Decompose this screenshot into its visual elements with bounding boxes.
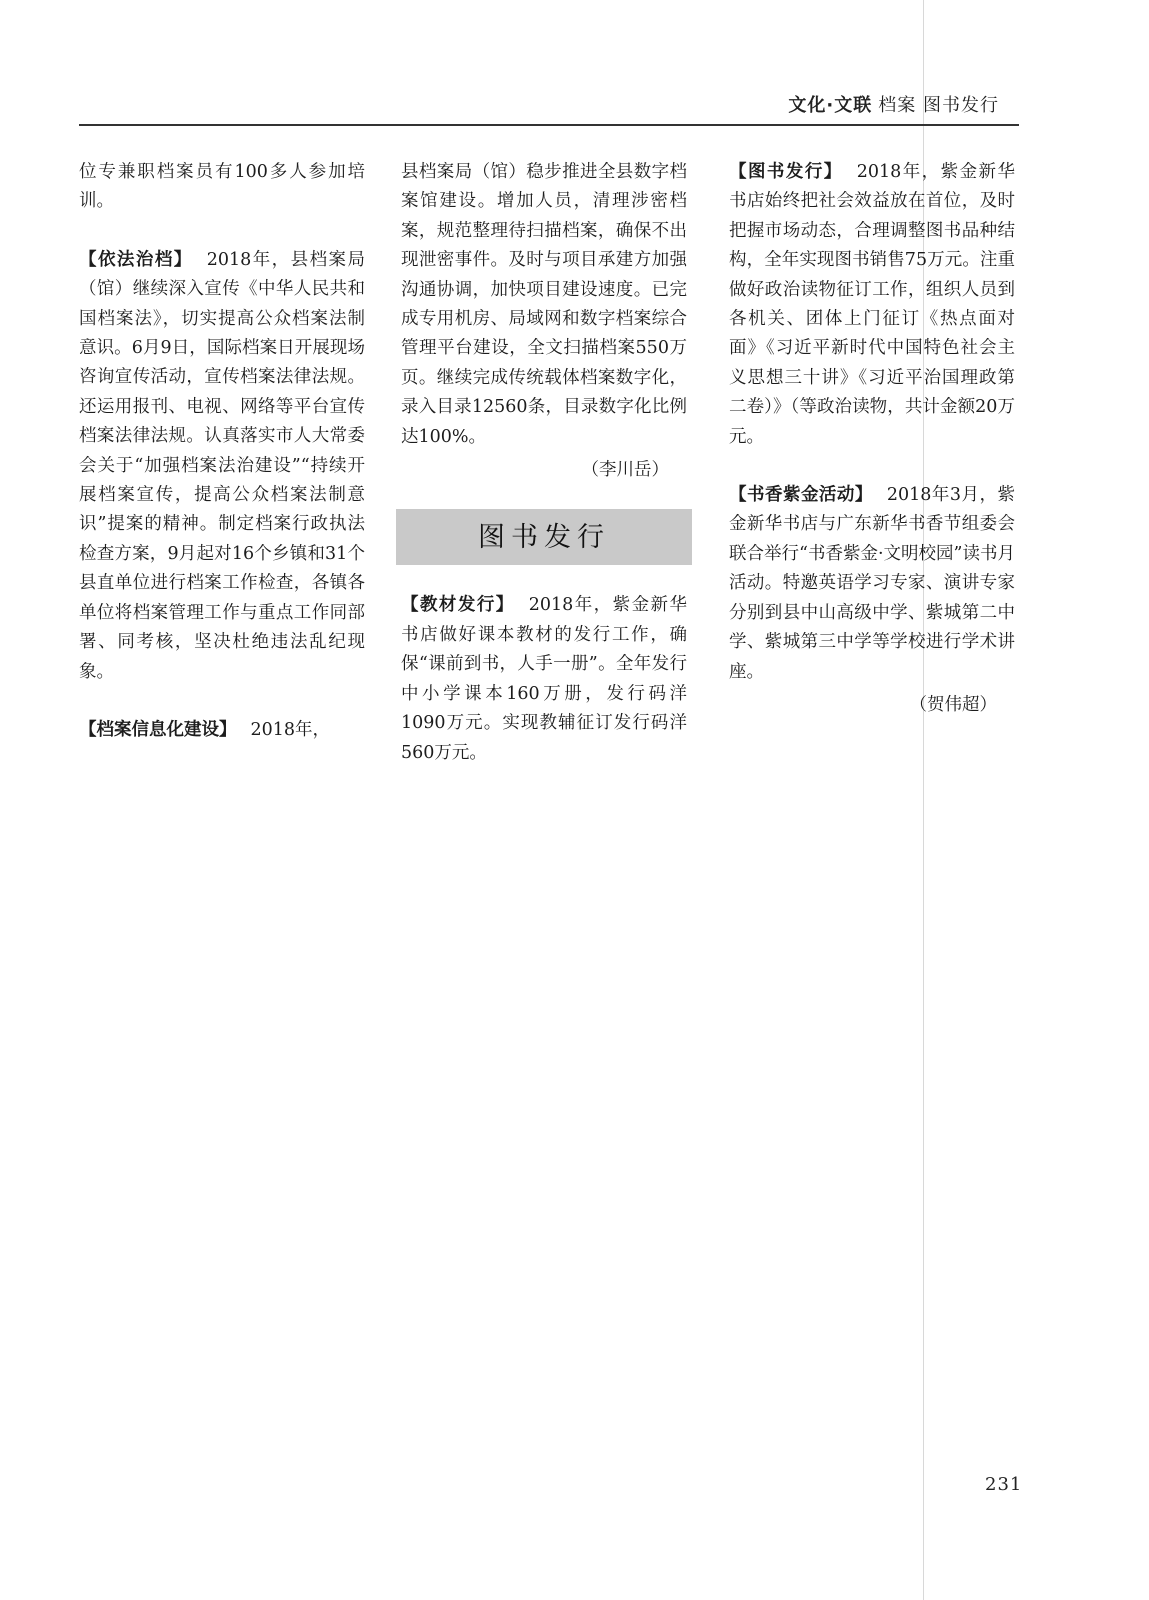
- paragraph-digital-archive: [401, 158, 687, 485]
- paragraph-law-based-archives: [79, 246, 365, 687]
- paragraph-training: [79, 158, 365, 217]
- paragraph-text: 2018年，紫金新华书店做好课本教材的发行工作，确保“课前到书，人手一册”。全年发行中小学课本160万册，发行码洋1090万元。实现教辅征订发行码洋560万元。: [401, 595, 687, 763]
- section-banner-book-distribution: 图书发行: [396, 509, 692, 565]
- header-rule: [79, 124, 1019, 126]
- paragraph-reading-activity: [729, 481, 1015, 720]
- author-credit: （李川岳）: [581, 460, 669, 481]
- column-3: [729, 158, 1015, 720]
- paragraph-text: 2018年3月，紫金新华书店与广东新华书香节组委会联合举行“书香紫金·文明校园”读书月活动。特邀英语学习专家、演讲专家分别到县中山高级中学、紫城第二中学、紫城第三中学等学校进行学术讲座。: [729, 485, 1016, 682]
- page-number: 231: [985, 1474, 1023, 1495]
- paragraph-text: 2018年，县档案局（馆）继续深入宣传《中华人民共和国档案法》，切实提高公众档案法制意识。6月9日，国际档案日开展现场咨询宣传活动，宣传档案法律法规。还运用报刊、电视、网络等平台宣传档案法律法规。认真落实市人大常委会关于“加强档案法治建设”“持续开展档案宣传，提高公众档案法制意识”提案的精神。制定档案行政执法检查方案，9月起对16个乡镇和31个县直单位进行档案工作检查，各镇各单位将档案管理工作与重点工作同部署、同考核，坚决杜绝违法乱纪现象。: [79, 249, 365, 682]
- header-section: 文化·文联: [788, 95, 873, 116]
- section-heading: 【教材发行】: [401, 595, 515, 616]
- author-credit: （贺伟超）: [909, 694, 997, 715]
- section-heading: 【书香紫金活动】: [729, 485, 873, 506]
- section-heading: 【档案信息化建设】: [79, 719, 237, 740]
- paragraph-text: 2018年，紫金新华书店始终把社会效益放在首位，及时把握市场动态，合理调整图书品种结构，全年实现图书销售75万元。注重做好政治读物征订工作，组织人员到各机关、团体上门征订《热点面对面》《习近平新时代中国特色社会主义思想三十讲》《习近平治国理政第二卷）》（等政治读物，共计金额20万元。: [729, 162, 1015, 447]
- running-header: [788, 91, 999, 117]
- column-1: [79, 158, 365, 745]
- paragraph-archive-informatization: [79, 716, 365, 745]
- paragraph-book-distribution: [729, 158, 1015, 452]
- section-heading: 【图书发行】: [729, 162, 843, 182]
- column-2: [401, 158, 687, 768]
- paragraph-textbook-distribution: [401, 591, 687, 767]
- section-heading: 【依法治档】: [79, 249, 193, 270]
- paragraph-text: 县档案局（馆）稳步推进全县数字档案馆建设。增加人员，清理涉密档案，规范整理待扫描档案，确保不出现泄密事件。及时与项目承建方加强沟通协调，加快项目建设速度。已完成专用机房、局域网和数字档案综合管理平台建设，全文扫描档案550万页。继续完成传统载体档案数字化，录入目录12560条，目录数字化比例达100%。: [401, 162, 687, 447]
- header-subsections: 档案 图书发行: [878, 95, 999, 116]
- paragraph-text: 2018年，: [250, 719, 331, 740]
- paragraph-text: 位专兼职档案员有100多人参加培训。: [79, 162, 365, 212]
